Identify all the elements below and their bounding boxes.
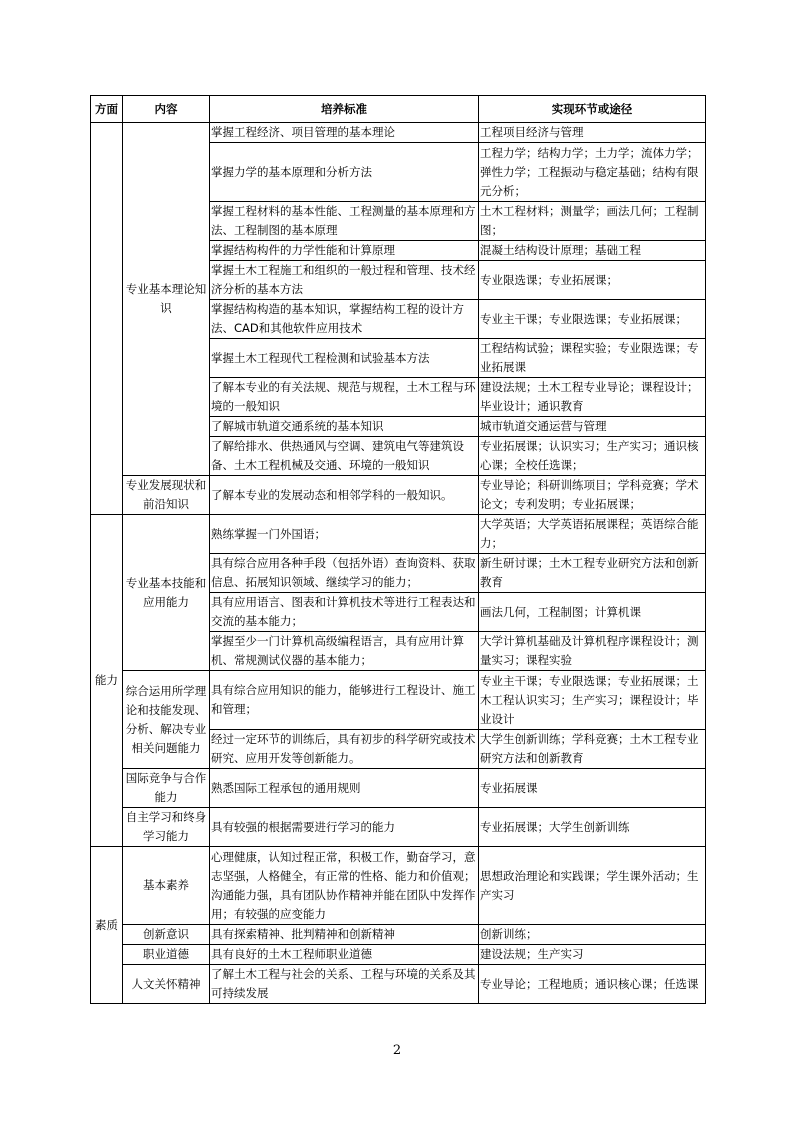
table-row (91, 808, 706, 847)
table-row (91, 925, 706, 945)
path-cell: 专业限选课；专业拓展课； (479, 261, 706, 300)
path-cell: 工程项目经济与管理 (479, 123, 706, 143)
standard-cell: 了解本专业的有关法规、规范与规程，土木工程与环境的一般知识 (210, 378, 479, 417)
path-cell: 建设法规；生产实习 (479, 945, 706, 965)
page-number: 2 (392, 1043, 402, 1058)
table-body (91, 123, 706, 1004)
standard-cell: 具有较强的根据需要进行学习的能力 (210, 808, 479, 847)
content-cell: 职业道德 (123, 945, 210, 965)
path-cell: 专业导论；工程地质；通识核心课；任选课 (479, 965, 706, 1004)
table-row (91, 769, 706, 808)
standard-cell: 了解本专业的发展动态和相邻学科的一般知识。 (210, 476, 479, 515)
standard-cell: 掌握工程经济、项目管理的基本理论 (210, 123, 479, 143)
standard-cell: 掌握力学的基本原理和分析方法 (210, 143, 479, 202)
standard-cell: 掌握工程材料的基本性能、工程测量的基本原理和方法、工程制图的基本原理 (210, 202, 479, 241)
path-cell: 专业导论；科研训练项目；学科竞赛；学术论文；专利发明；专业拓展课； (479, 476, 706, 515)
table-row (91, 847, 706, 925)
path-cell: 大学计算机基础及计算机程序课程设计；测量实习；课程实验 (479, 632, 706, 671)
path-cell: 工程力学；结构力学；土力学；流体力学；弹性力学；工程振动与稳定基础；结构有限元分析； (479, 143, 706, 202)
path-cell: 新生研讨课；土木工程专业研究方法和创新教育 (479, 554, 706, 593)
table-row (91, 123, 706, 143)
table-row (91, 476, 706, 515)
path-cell: 大学生创新训练；学科竞赛；土木工程专业研究方法和创新教育 (479, 730, 706, 769)
header-standard: 培养标准 (210, 96, 479, 123)
table-row (91, 945, 706, 965)
path-cell: 专业主干课；专业限选课；专业拓展课；土木工程认识实习；生产实习；课程设计；毕业设计 (479, 671, 706, 730)
path-cell: 创新训练； (479, 925, 706, 945)
standard-cell: 具有综合应用各种手段（包括外语）查询资料、获取信息、拓展知识领域、继续学习的能力； (210, 554, 479, 593)
table-row (91, 965, 706, 1004)
path-cell: 专业拓展课；大学生创新训练 (479, 808, 706, 847)
path-cell: 画法几何，工程制图；计算机课 (479, 593, 706, 632)
standard-cell: 了解土木工程与社会的关系、工程与环境的关系及其可持续发展 (210, 965, 479, 1004)
aspect-cell: 能力 (91, 515, 123, 847)
standard-cell: 掌握结构构件的力学性能和计算原理 (210, 241, 479, 261)
header-content: 内容 (123, 96, 210, 123)
content-cell: 专业发展现状和前沿知识 (123, 476, 210, 515)
header-row (91, 96, 706, 123)
path-cell: 工程结构试验；课程实验；专业限选课；专业拓展课 (479, 339, 706, 378)
content-cell: 国际竞争与合作能力 (123, 769, 210, 808)
header-aspect: 方面 (91, 96, 123, 123)
content-cell: 综合运用所学理论和技能发现、分析、解决专业相关问题能力 (123, 671, 210, 769)
standard-cell: 具有应用语言、图表和计算机技术等进行工程表达和交流的基本能力； (210, 593, 479, 632)
standard-cell: 心理健康，认知过程正常，积极工作，勤奋学习，意志坚强，人格健全，有正常的性格、能力和价值观；沟通能力强，具有团队协作精神并能在团队中发挥作用；有较强的应变能力 (210, 847, 479, 925)
content-cell: 创新意识 (123, 925, 210, 945)
path-cell: 建设法规；土木工程专业导论；课程设计；毕业设计；通识教育 (479, 378, 706, 417)
table-row (91, 515, 706, 554)
standard-cell: 掌握至少一门计算机高级编程语言，具有应用计算机、常规测试仪器的基本能力； (210, 632, 479, 671)
aspect-cell: 素质 (91, 847, 123, 1004)
table-row (91, 671, 706, 730)
path-cell: 思想政治理论和实践课；学生课外活动；生产实习 (479, 847, 706, 925)
training-standards-table (90, 95, 706, 1004)
standard-cell: 了解城市轨道交通系统的基本知识 (210, 417, 479, 437)
standard-cell: 熟练掌握一门外国语； (210, 515, 479, 554)
content-cell: 自主学习和终身学习能力 (123, 808, 210, 847)
standard-cell: 具有探索精神、批判精神和创新精神 (210, 925, 479, 945)
path-cell: 专业主干课；专业限选课；专业拓展课； (479, 300, 706, 339)
path-cell: 城市轨道交通运营与管理 (479, 417, 706, 437)
path-cell: 大学英语；大学英语拓展课程；英语综合能力； (479, 515, 706, 554)
standard-cell: 具有良好的土木工程师职业道德 (210, 945, 479, 965)
standard-cell: 熟悉国际工程承包的通用规则 (210, 769, 479, 808)
standard-cell: 掌握土木工程施工和组织的一般过程和管理、技术经济分析的基本方法 (210, 261, 479, 300)
content-cell: 专业基本理论知识 (123, 123, 210, 476)
path-cell: 专业拓展课 (479, 769, 706, 808)
path-cell: 专业拓展课；认识实习；生产实习；通识核心课；全校任选课； (479, 437, 706, 476)
content-cell: 人文关怀精神 (123, 965, 210, 1004)
header-path: 实现环节或途径 (479, 96, 706, 123)
standard-cell: 了解给排水、供热通风与空调、建筑电气等建筑设备、土木工程机械及交通、环境的一般知识 (210, 437, 479, 476)
path-cell: 混凝土结构设计原理；基础工程 (479, 241, 706, 261)
aspect-cell (91, 123, 123, 515)
standard-cell: 掌握土木工程现代工程检测和试验基本方法 (210, 339, 479, 378)
path-cell: 土木工程材料；测量学；画法几何；工程制图； (479, 202, 706, 241)
content-cell: 基本素养 (123, 847, 210, 925)
content-cell: 专业基本技能和应用能力 (123, 515, 210, 671)
standard-cell: 经过一定环节的训练后，具有初步的科学研究或技术研究、应用开发等创新能力。 (210, 730, 479, 769)
standard-cell: 具有综合应用知识的能力，能够进行工程设计、施工和管理； (210, 671, 479, 730)
standard-cell: 掌握结构构造的基本知识，掌握结构工程的设计方法、CAD和其他软件应用技术 (210, 300, 479, 339)
